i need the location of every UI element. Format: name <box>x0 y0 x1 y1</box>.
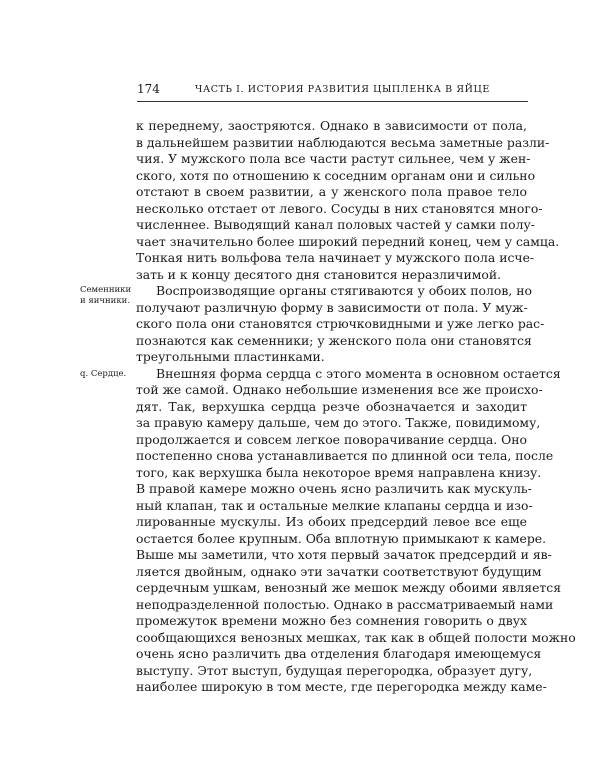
text-line: неподразделенной полостью. Однако в рассматриваемый нами <box>136 596 554 612</box>
margin-note-line: Семенники <box>80 285 132 295</box>
text-line: получают различную форму в зависимости от пола. У муж- <box>136 299 528 315</box>
text-line: постепенно снова устанавливается по длинной оси тела, после <box>136 448 554 463</box>
text-line: ный клапан, так и остальные мелкие клапаны сердца и изо- <box>136 497 533 513</box>
text-line: численнее. Выводящий канал половых частей у самки полу- <box>136 217 535 232</box>
margin-note-heart <box>80 369 126 380</box>
text-line: ского, хотя по отношению к соседним органам они и сильно <box>136 167 536 183</box>
header-rule <box>137 101 528 102</box>
body-text <box>136 118 576 696</box>
page-number: 174 <box>137 82 160 96</box>
text-line: несколько отстает от левого. Сосуды в них становятся много- <box>136 200 543 216</box>
margin-note-line: и яичники. <box>80 296 131 306</box>
paragraph <box>136 365 576 696</box>
text-line: дят. Так, верхушка сердца резче обозначается и заходит <box>136 398 527 414</box>
text-line: за правую камеру дальше, чем до этого. Также, повидимому, <box>136 415 541 430</box>
text-line: познаются как семенники; у женского пола они становятся <box>136 332 532 348</box>
text-line: продолжается и совсем легкое поворачивание сердца. Оно <box>136 431 527 447</box>
running-title: ЧАСТЬ I. ИСТОРИЯ РАЗВИТИЯ ЦЫПЛЕНКА В ЯЙЦЕ <box>195 84 490 95</box>
text-line: сердечным ушкам, венозный же мешок между обоими является <box>136 580 562 595</box>
text-line: сообщающихся венозных мешках, так как в общей полости можно <box>136 629 576 645</box>
text-line: зать и к концу десятого дня становится неразличимой. <box>136 266 502 282</box>
text-line: того, как верхушка была некоторое время направлена книзу. <box>136 464 542 480</box>
paragraph <box>136 283 545 366</box>
text-line: в дальнейшем развитии наблюдаются весьма заметные разли- <box>136 134 550 150</box>
text-line: ляется двойным, однако эти зачатки соответствуют будущим <box>136 563 542 579</box>
margin-note-testes-ovaries <box>80 285 131 307</box>
text-line: ского пола они становятся стрючковидными и уже легко рас- <box>136 316 545 331</box>
text-line: отстают в своем развитии, а у женского пола правое тело <box>136 184 527 199</box>
paragraph <box>136 118 560 283</box>
text-line: В правой камере можно очень ясно различить как мускуль- <box>136 481 532 496</box>
text-line: той же самой. Однако небольшие изменения все же происхо- <box>136 382 543 397</box>
text-line: выступу. Этот выступ, будущая перегородка, образует дугу, <box>136 662 533 678</box>
text-line: остается более крупным. Оба вплотную примыкают к камере. <box>136 530 547 546</box>
text-line: наиболее широкую в том месте, где перегородка между каме- <box>136 679 547 694</box>
text-line: Тонкая нить вольфова тела начинает у мужского пола исче- <box>136 250 535 265</box>
text-line: к переднему, заостряются. Однако в зависимости от пола, <box>136 118 527 133</box>
text-line: чает значительно более широкий передний конец, чем у самца. <box>136 233 560 249</box>
text-line: лированные мускулы. Из обоих предсердий левое все еще <box>136 514 527 529</box>
text-line: Выше мы заметили, что хотя первый зачаток предсердий и яв- <box>136 547 552 562</box>
text-line: Воспроизводящие органы стягиваются у обоих полов, но <box>156 283 532 298</box>
text-line: чия. У мужского пола все части растут сильнее, чем у жен- <box>136 151 531 166</box>
text-line: Внешняя форма сердца с этого момента в основном остается <box>156 365 561 381</box>
text-line: очень ясно различить два отделения благодаря имеющемуся <box>136 646 542 661</box>
margin-note-line: q. Сердце. <box>80 369 127 379</box>
running-header <box>137 82 527 100</box>
text-line: промежуток времени можно без сомнения говорить о двух <box>136 613 527 628</box>
text-line: треугольными пластинками. <box>136 349 325 364</box>
